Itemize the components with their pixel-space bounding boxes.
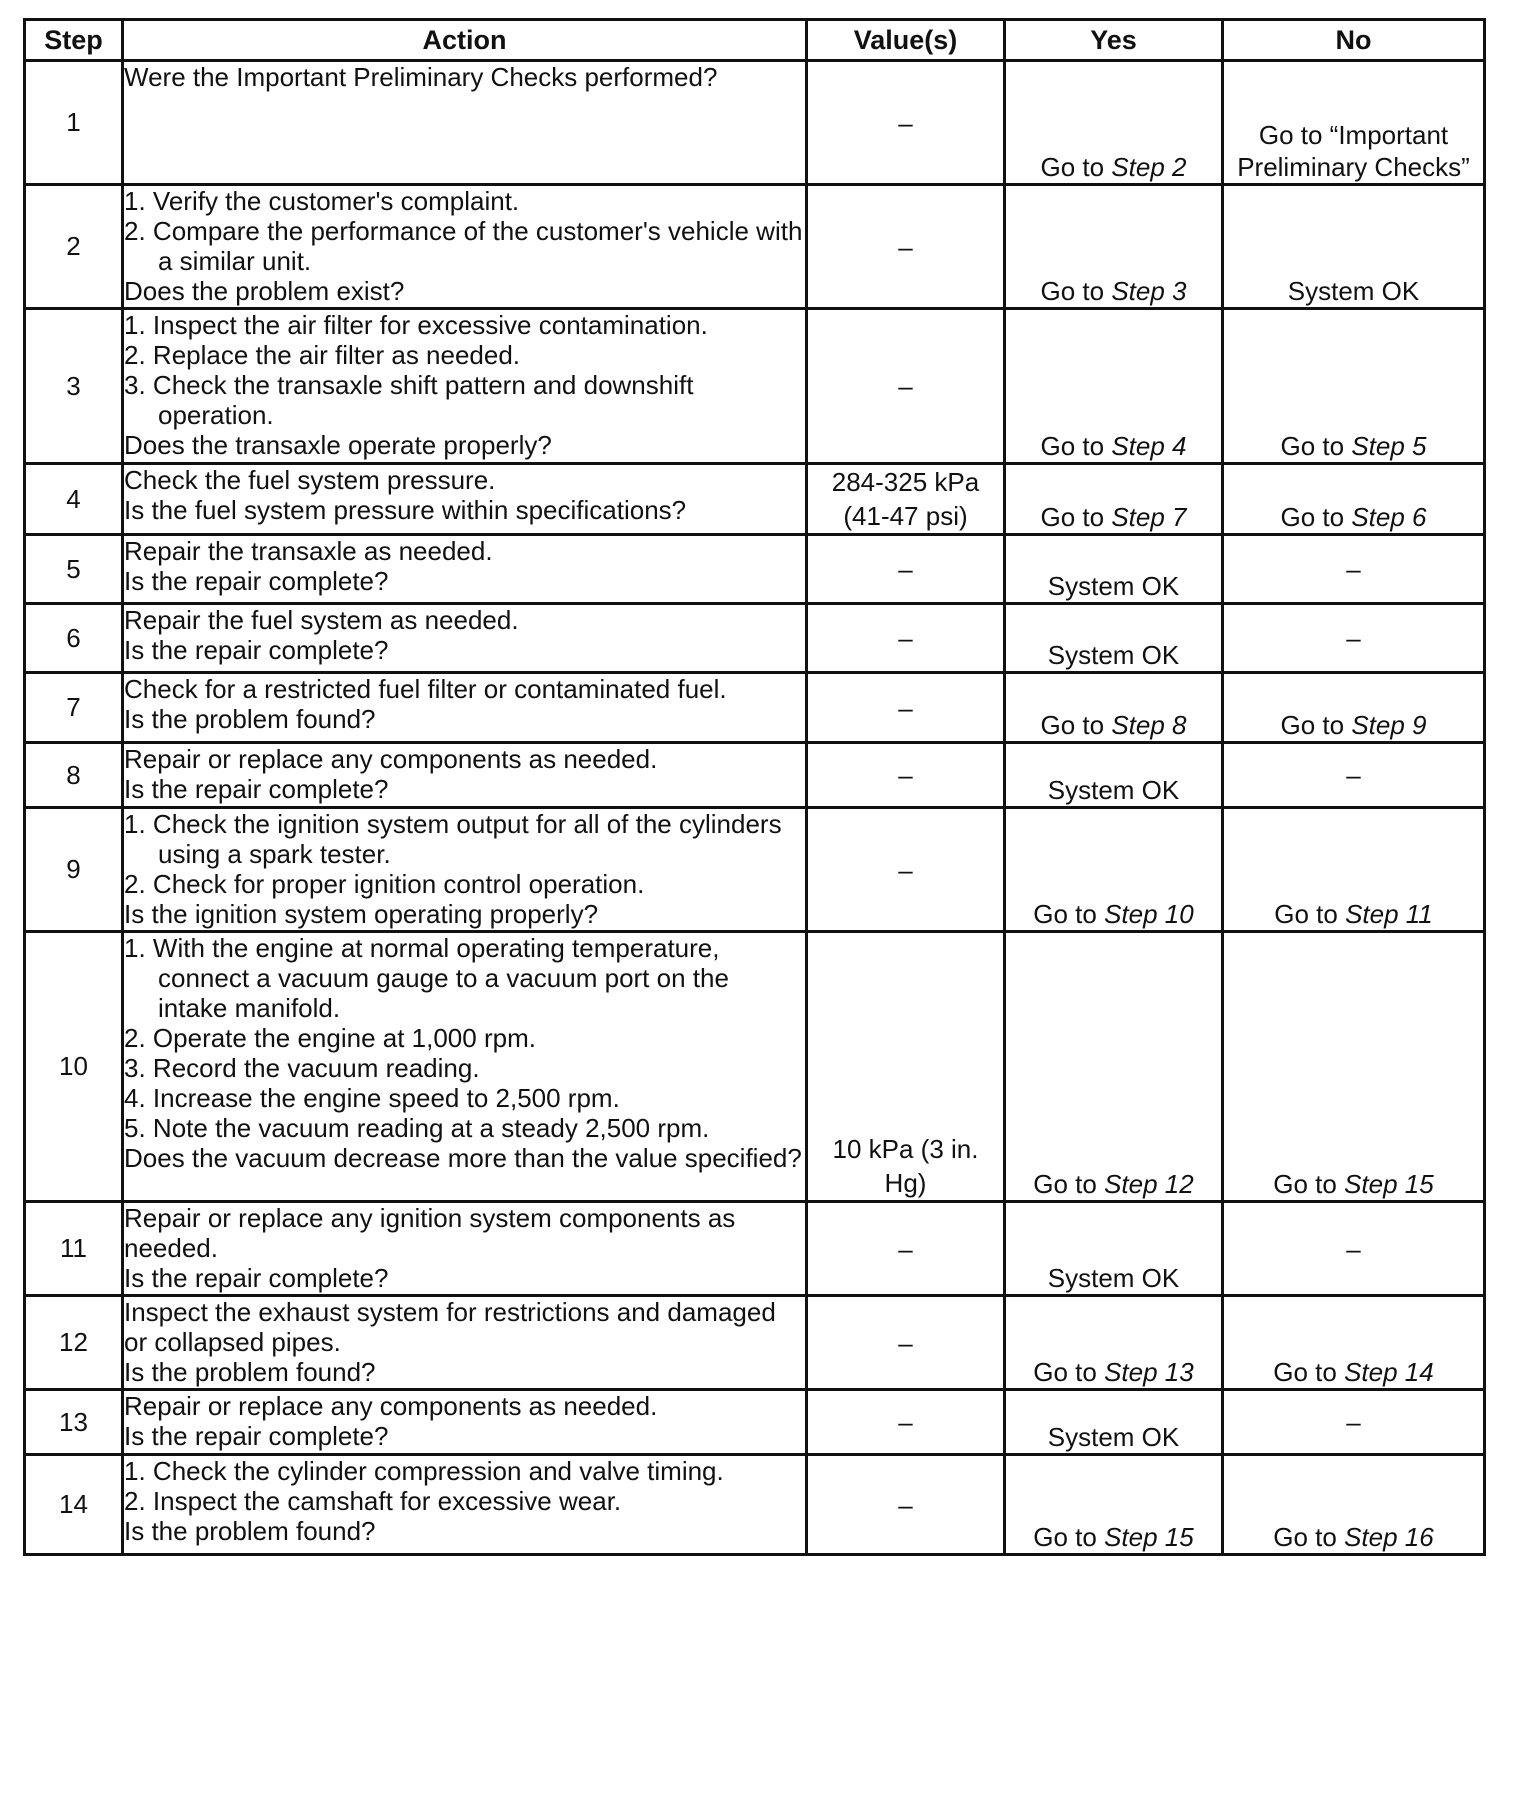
no-prefix: Go to bbox=[1274, 899, 1346, 929]
diagnostic-table bbox=[23, 18, 1486, 1556]
action-item-text: Record the vacuum reading. bbox=[152, 1053, 480, 1083]
table-row bbox=[25, 61, 1485, 185]
action-item-text: Check the ignition system output for all of the cylinders using a spark tester. bbox=[152, 809, 782, 869]
action-item-number: 2. bbox=[124, 1486, 146, 1516]
action-numbered-line bbox=[124, 869, 805, 899]
action-line: Check for a restricted fuel filter or contaminated fuel. bbox=[124, 674, 727, 704]
value-cell: – bbox=[807, 743, 1005, 808]
action-item-text: With the engine at normal operating temperature, connect a vacuum gauge to a vacuum port on the intake manifold. bbox=[152, 933, 729, 1023]
yes-prefix: Go to bbox=[1033, 1522, 1105, 1552]
action-numbered-line bbox=[124, 1083, 805, 1113]
value-cell: – bbox=[807, 535, 1005, 604]
table-header bbox=[25, 20, 1485, 61]
table-row bbox=[25, 1202, 1485, 1296]
header-no: No bbox=[1223, 20, 1485, 61]
yes-cell bbox=[1005, 1296, 1223, 1390]
action-numbered-line bbox=[124, 1053, 805, 1083]
yes-prefix: Go to bbox=[1033, 899, 1105, 929]
action-item-text: Check the transaxle shift pattern and downshift operation. bbox=[152, 370, 694, 430]
table-row bbox=[25, 604, 1485, 673]
table-row bbox=[25, 808, 1485, 932]
action-cell bbox=[123, 1455, 807, 1555]
action-item-number: 3. bbox=[124, 1053, 146, 1083]
action-item-text: Verify the customer's complaint. bbox=[152, 186, 520, 216]
no-prefix: Go to bbox=[1273, 1169, 1345, 1199]
yes-step-link: Step 3 bbox=[1111, 276, 1187, 306]
no-cell bbox=[1223, 673, 1485, 743]
no-prefix: Go to bbox=[1273, 1522, 1345, 1552]
action-line: Is the ignition system operating properly? bbox=[124, 899, 599, 929]
action-numbered-line bbox=[124, 1113, 805, 1143]
action-cell bbox=[123, 808, 807, 932]
action-cell bbox=[123, 1296, 807, 1390]
action-item-text: Compare the performance of the customer's vehicle with a similar unit. bbox=[152, 216, 803, 276]
action-cell bbox=[123, 61, 807, 185]
table-row bbox=[25, 535, 1485, 604]
yes-cell bbox=[1005, 1455, 1223, 1555]
no-cell bbox=[1223, 535, 1485, 604]
value-cell: – bbox=[807, 1455, 1005, 1555]
no-cell bbox=[1223, 309, 1485, 464]
action-cell bbox=[123, 673, 807, 743]
table-row bbox=[25, 185, 1485, 309]
no-step-link: Step 16 bbox=[1344, 1522, 1434, 1552]
no-prefix: Go to bbox=[1280, 502, 1352, 532]
no-cell bbox=[1223, 61, 1485, 185]
step-number: 9 bbox=[25, 808, 123, 932]
action-line: Is the repair complete? bbox=[124, 635, 389, 665]
yes-result: System OK bbox=[1047, 1263, 1180, 1293]
action-line: Repair the transaxle as needed. bbox=[124, 536, 493, 566]
action-line: Does the problem exist? bbox=[124, 276, 405, 306]
table-row bbox=[25, 932, 1485, 1202]
yes-result: System OK bbox=[1047, 1422, 1180, 1452]
action-numbered-line bbox=[124, 809, 805, 869]
action-item-text: Check for proper ignition control operation. bbox=[152, 869, 645, 899]
no-result: – bbox=[1346, 1407, 1361, 1437]
action-item-number: 1. bbox=[124, 310, 146, 340]
no-cell bbox=[1223, 464, 1485, 535]
action-item-number: 2. bbox=[124, 1023, 146, 1053]
no-result: System OK bbox=[1287, 276, 1420, 306]
action-item-text: Replace the air filter as needed. bbox=[152, 340, 521, 370]
no-step-link: Step 6 bbox=[1351, 502, 1427, 532]
no-step-link: Step 9 bbox=[1351, 710, 1427, 740]
action-cell bbox=[123, 932, 807, 1202]
table-body bbox=[25, 61, 1485, 1555]
yes-prefix: Go to bbox=[1040, 152, 1112, 182]
yes-cell bbox=[1005, 604, 1223, 673]
value-cell: – bbox=[807, 1202, 1005, 1296]
yes-cell bbox=[1005, 673, 1223, 743]
step-number: 1 bbox=[25, 61, 123, 185]
no-result: – bbox=[1346, 1233, 1361, 1264]
step-number: 4 bbox=[25, 464, 123, 535]
value-cell: 10 kPa (3 in. Hg) bbox=[807, 932, 1005, 1202]
step-number: 13 bbox=[25, 1390, 123, 1455]
yes-prefix: Go to bbox=[1040, 502, 1112, 532]
table-row bbox=[25, 673, 1485, 743]
action-line: Is the problem found? bbox=[124, 1516, 376, 1546]
action-item-text: Operate the engine at 1,000 rpm. bbox=[152, 1023, 536, 1053]
yes-result: System OK bbox=[1047, 775, 1180, 805]
no-cell bbox=[1223, 743, 1485, 808]
no-cell bbox=[1223, 185, 1485, 309]
step-number: 3 bbox=[25, 309, 123, 464]
no-result: – bbox=[1346, 623, 1361, 653]
action-line: Check the fuel system pressure. bbox=[124, 465, 496, 495]
action-item-text: Note the vacuum reading at a steady 2,500 rpm. bbox=[152, 1113, 710, 1143]
no-step-link: Step 11 bbox=[1345, 899, 1433, 929]
action-item-number: 4. bbox=[124, 1083, 146, 1113]
yes-prefix: Go to bbox=[1040, 710, 1112, 740]
no-cell bbox=[1223, 1390, 1485, 1455]
table-row bbox=[25, 1455, 1485, 1555]
yes-prefix: Go to bbox=[1033, 1357, 1105, 1387]
header-row bbox=[25, 20, 1485, 61]
value-cell: – bbox=[807, 185, 1005, 309]
action-numbered-line bbox=[124, 310, 805, 340]
action-numbered-line bbox=[124, 1486, 805, 1516]
header-values: Value(s) bbox=[807, 20, 1005, 61]
value-cell: – bbox=[807, 309, 1005, 464]
yes-cell bbox=[1005, 808, 1223, 932]
action-line: Repair the fuel system as needed. bbox=[124, 605, 519, 635]
action-item-text: Inspect the camshaft for excessive wear. bbox=[152, 1486, 622, 1516]
table-row bbox=[25, 1390, 1485, 1455]
value-cell: – bbox=[807, 808, 1005, 932]
action-item-number: 1. bbox=[124, 186, 146, 216]
yes-step-link: Step 4 bbox=[1111, 431, 1187, 461]
yes-prefix: Go to bbox=[1040, 276, 1112, 306]
action-item-text: Inspect the air filter for excessive contamination. bbox=[152, 310, 708, 340]
action-cell bbox=[123, 309, 807, 464]
yes-step-link: Step 10 bbox=[1104, 899, 1194, 929]
step-number: 14 bbox=[25, 1455, 123, 1555]
action-numbered-line bbox=[124, 216, 805, 276]
action-cell bbox=[123, 464, 807, 535]
no-step-link: Step 14 bbox=[1344, 1357, 1434, 1387]
action-line: Repair or replace any ignition system components as needed. bbox=[124, 1203, 736, 1263]
step-number: 10 bbox=[25, 932, 123, 1202]
action-cell bbox=[123, 604, 807, 673]
action-item-number: 5. bbox=[124, 1113, 146, 1143]
value-cell: – bbox=[807, 61, 1005, 185]
no-cell bbox=[1223, 604, 1485, 673]
action-cell bbox=[123, 743, 807, 808]
header-action: Action bbox=[123, 20, 807, 61]
yes-cell bbox=[1005, 309, 1223, 464]
action-item-number: 1. bbox=[124, 809, 146, 839]
action-line: Does the vacuum decrease more than the value specified? bbox=[124, 1143, 802, 1173]
yes-prefix: Go to bbox=[1040, 431, 1112, 461]
no-prefix: Go to bbox=[1280, 710, 1352, 740]
action-line: Is the repair complete? bbox=[124, 566, 389, 596]
action-numbered-line bbox=[124, 1456, 805, 1486]
yes-step-link: Step 2 bbox=[1111, 152, 1187, 182]
action-cell bbox=[123, 1202, 807, 1296]
step-number: 7 bbox=[25, 673, 123, 743]
yes-step-link: Step 15 bbox=[1104, 1522, 1194, 1552]
yes-step-link: Step 8 bbox=[1111, 710, 1187, 740]
yes-step-link: Step 13 bbox=[1104, 1357, 1194, 1387]
no-cell bbox=[1223, 1455, 1485, 1555]
table-row bbox=[25, 309, 1485, 464]
action-line: Is the fuel system pressure within specifications? bbox=[124, 495, 687, 525]
yes-cell bbox=[1005, 61, 1223, 185]
action-item-number: 1. bbox=[124, 933, 146, 963]
no-step-link: Step 5 bbox=[1351, 431, 1427, 461]
action-cell bbox=[123, 535, 807, 604]
yes-cell bbox=[1005, 185, 1223, 309]
yes-step-link: Step 7 bbox=[1111, 502, 1187, 532]
step-number: 2 bbox=[25, 185, 123, 309]
action-numbered-line bbox=[124, 186, 805, 216]
action-line: Is the repair complete? bbox=[124, 1421, 389, 1451]
table-row bbox=[25, 464, 1485, 535]
action-line: Were the Important Preliminary Checks performed? bbox=[124, 62, 718, 92]
action-line: Is the problem found? bbox=[124, 704, 376, 734]
action-item-number: 2. bbox=[124, 869, 146, 899]
action-line: Is the repair complete? bbox=[124, 774, 389, 804]
value-cell: – bbox=[807, 673, 1005, 743]
yes-cell bbox=[1005, 464, 1223, 535]
yes-result: System OK bbox=[1047, 571, 1180, 601]
step-number: 6 bbox=[25, 604, 123, 673]
action-item-number: 2. bbox=[124, 216, 146, 246]
value-cell: – bbox=[807, 1296, 1005, 1390]
table-row bbox=[25, 1296, 1485, 1390]
value-cell: – bbox=[807, 604, 1005, 673]
no-result: Go to “Important Preliminary Checks” bbox=[1237, 120, 1470, 182]
no-cell bbox=[1223, 932, 1485, 1202]
step-number: 5 bbox=[25, 535, 123, 604]
action-line: Is the repair complete? bbox=[124, 1263, 389, 1293]
yes-prefix: Go to bbox=[1033, 1169, 1105, 1199]
no-cell bbox=[1223, 1202, 1485, 1296]
no-cell bbox=[1223, 1296, 1485, 1390]
header-step: Step bbox=[25, 20, 123, 61]
action-line: Inspect the exhaust system for restrictions and damaged or collapsed pipes. bbox=[124, 1297, 776, 1357]
step-number: 12 bbox=[25, 1296, 123, 1390]
yes-result: System OK bbox=[1047, 640, 1180, 670]
table-row bbox=[25, 743, 1485, 808]
no-prefix: Go to bbox=[1280, 431, 1352, 461]
header-yes: Yes bbox=[1005, 20, 1223, 61]
action-cell bbox=[123, 1390, 807, 1455]
action-numbered-line bbox=[124, 1023, 805, 1053]
action-cell bbox=[123, 185, 807, 309]
no-prefix: Go to bbox=[1273, 1357, 1345, 1387]
action-item-number: 3. bbox=[124, 370, 146, 400]
no-result: – bbox=[1346, 554, 1361, 584]
no-result: – bbox=[1346, 760, 1361, 790]
yes-cell bbox=[1005, 932, 1223, 1202]
no-cell bbox=[1223, 808, 1485, 932]
yes-step-link: Step 12 bbox=[1104, 1169, 1194, 1199]
action-item-text: Increase the engine speed to 2,500 rpm. bbox=[152, 1083, 620, 1113]
action-numbered-line bbox=[124, 340, 805, 370]
action-line: Does the transaxle operate properly? bbox=[124, 430, 552, 460]
action-line: Repair or replace any components as needed. bbox=[124, 1391, 658, 1421]
action-numbered-line bbox=[124, 370, 805, 430]
yes-cell bbox=[1005, 743, 1223, 808]
value-cell: 284-325 kPa (41-47 psi) bbox=[807, 464, 1005, 535]
action-line: Repair or replace any components as needed. bbox=[124, 744, 658, 774]
yes-cell bbox=[1005, 1202, 1223, 1296]
step-number: 11 bbox=[25, 1202, 123, 1296]
step-number: 8 bbox=[25, 743, 123, 808]
no-step-link: Step 15 bbox=[1344, 1169, 1434, 1199]
yes-cell bbox=[1005, 1390, 1223, 1455]
yes-cell bbox=[1005, 535, 1223, 604]
action-numbered-line bbox=[124, 933, 805, 1023]
action-item-number: 1. bbox=[124, 1456, 146, 1486]
action-item-number: 2. bbox=[124, 340, 146, 370]
action-line: Is the problem found? bbox=[124, 1357, 376, 1387]
value-cell: – bbox=[807, 1390, 1005, 1455]
action-item-text: Check the cylinder compression and valve timing. bbox=[152, 1456, 724, 1486]
